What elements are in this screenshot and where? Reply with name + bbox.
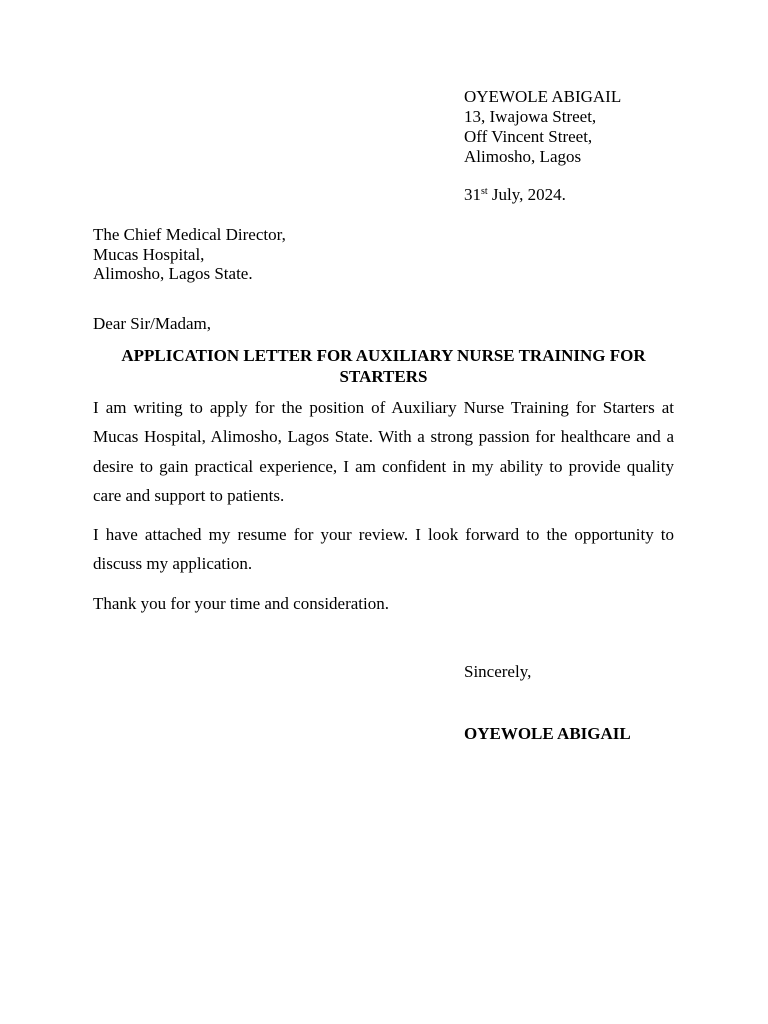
letter-subject-heading: APPLICATION LETTER FOR AUXILIARY NURSE TRAINING FOR STARTERS [121, 346, 646, 386]
recipient-address-block [93, 225, 286, 284]
body-paragraph-2: I have attached my resume for your review. I look forward to the opportunity to discuss my application. [93, 525, 674, 574]
recipient-line-2: Mucas Hospital, [93, 244, 205, 264]
salutation: Dear Sir/Madam, [93, 314, 212, 333]
recipient-line-1: The Chief Medical Director, [93, 225, 286, 244]
sender-address-line-2: Off Vincent Street, [464, 127, 593, 146]
date-month-year: July, 2024. [487, 185, 566, 204]
date-day: 31 [464, 185, 481, 204]
closing-phrase: Sincerely, [464, 662, 532, 681]
date-ordinal-suffix: st [481, 186, 488, 197]
letter-date [464, 185, 566, 205]
body-paragraph-3: Thank you for your time and consideration. [93, 594, 390, 613]
body-paragraph-1: I am writing to apply for the position of Auxiliary Nurse Training for Starters at Mucas Hospital, Alimosho, Lagos State. With a strong passion for healthcare and a desire to gain practical experience, I am confident in my ability to provide quality care and support to patients. [93, 398, 674, 505]
sender-name: OYEWOLE ABIGAIL [464, 87, 622, 106]
sender-address-line-3: Alimosho, Lagos [464, 147, 582, 166]
sender-address-line-1: 13, Iwajowa Street, [464, 107, 597, 126]
sender-address-block [464, 87, 621, 167]
signature-name: OYEWOLE ABIGAIL [464, 724, 631, 743]
recipient-line-3: Alimosho, Lagos State. [93, 264, 253, 283]
